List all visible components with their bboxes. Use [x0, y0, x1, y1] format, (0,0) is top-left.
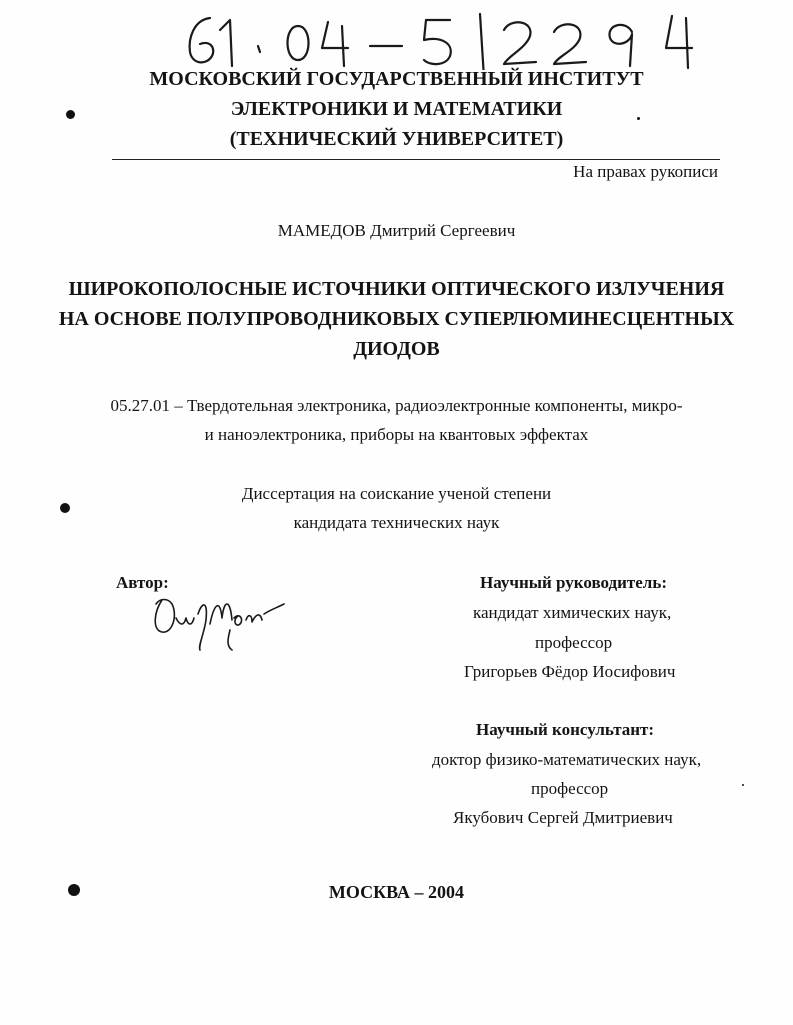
supervisor-rank: профессор	[535, 633, 613, 652]
title-line2: НА ОСНОВЕ ПОЛУПРОВОДНИКОВЫХ СУПЕРЛЮМИНЕСЦЕНТНЫХ	[58, 308, 735, 330]
supervisor-name: Григорьев Фёдор Иосифович	[464, 662, 676, 681]
title-line3: ДИОДОВ	[353, 338, 440, 360]
consultant-label: Научный консультант:	[476, 720, 655, 739]
consultant-name: Якубович Сергей Дмитриевич	[453, 808, 673, 827]
institute-name-line2: ЭЛЕКТРОНИКИ И МАТЕМАТИКИ	[230, 98, 563, 120]
scan-mark	[742, 784, 744, 786]
author-label: Автор:	[116, 573, 169, 592]
title-line1: ШИРОКОПОЛОСНЫЕ ИСТОЧНИКИ ОПТИЧЕСКОГО ИЗЛУЧЕНИЯ	[68, 278, 725, 300]
header-divider	[112, 159, 720, 160]
rights-note: На правах рукописи	[573, 162, 718, 181]
city-year: МОСКВА – 2004	[328, 882, 465, 902]
specialty-line2: и наноэлектроника, приборы на квантовых эффектах	[204, 425, 589, 444]
handwritten-catalog-code	[180, 8, 720, 70]
institute-name-line3: (ТЕХНИЧЕСКИЙ УНИВЕРСИТЕТ)	[229, 128, 564, 150]
supervisor-label: Научный руководитель:	[480, 573, 667, 592]
dissertation-line2: кандидата технических наук	[293, 513, 500, 532]
consultant-degree: доктор физико-математических наук,	[432, 750, 702, 769]
scan-mark	[60, 503, 70, 513]
supervisor-degree: кандидат химических наук,	[473, 603, 672, 622]
dissertation-line1: Диссертация на соискание ученой степени	[241, 484, 552, 503]
specialty-line1: 05.27.01 – Твердотельная электроника, радиоэлектронные компоненты, микро-	[110, 396, 683, 415]
consultant-rank: профессор	[531, 779, 609, 798]
institute-name-line1: МОСКОВСКИЙ ГОСУДАРСТВЕННЫЙ ИНСТИТУТ	[149, 68, 644, 90]
author-signature	[148, 590, 288, 652]
author-name: МАМЕДОВ Дмитрий Сергеевич	[277, 221, 516, 240]
